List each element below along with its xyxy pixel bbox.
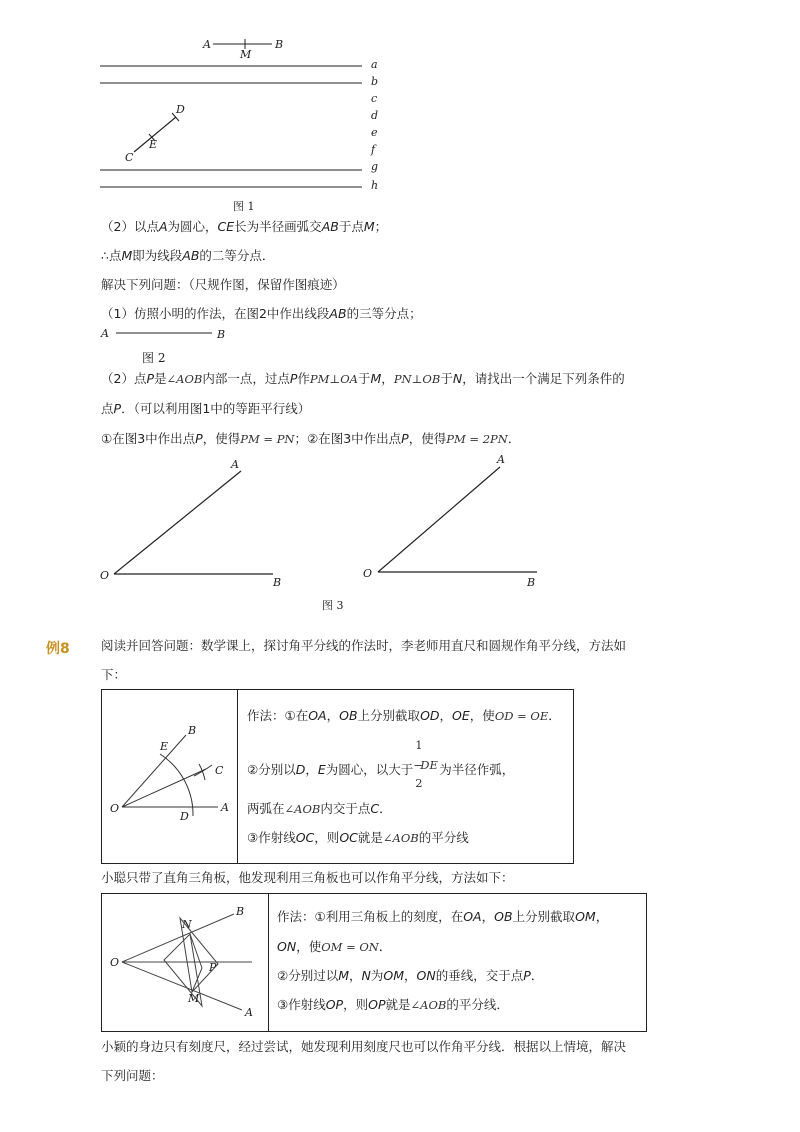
label-d: D: [176, 103, 185, 116]
figure-2-caption: 图 2: [142, 351, 166, 365]
label-e: E: [160, 740, 169, 753]
text: 的平分线: [418, 830, 469, 845]
math: OD = OE: [494, 709, 549, 723]
var: P: [195, 431, 203, 446]
var: OA: [308, 708, 327, 723]
label-p: P: [209, 961, 217, 974]
label-a: A: [231, 458, 239, 471]
label-b: B: [188, 724, 197, 737]
text: 作法：①在: [247, 708, 309, 723]
figure-1-caption: 图 1: [233, 200, 255, 213]
box1-step-1: [247, 707, 561, 725]
label-e: E: [149, 138, 158, 151]
rail-label: c: [371, 92, 378, 105]
text: ，使: [469, 708, 495, 723]
math: ∠AOB: [284, 802, 321, 816]
text: 作: [297, 371, 310, 386]
text: ，: [404, 968, 417, 983]
var: P: [113, 401, 122, 416]
math: PM⊥OA: [309, 372, 358, 386]
var: AB: [329, 306, 347, 321]
perpendicular-m: [192, 968, 202, 992]
text: 于: [440, 371, 453, 386]
text: ，则: [343, 997, 369, 1012]
box1-step-2b: [247, 800, 392, 818]
text: ③作射线: [277, 997, 326, 1012]
var: N: [361, 968, 371, 983]
example-8-line-2: 下：: [101, 667, 127, 682]
text: 为圆心，以大于: [325, 762, 414, 777]
label-b: B: [527, 576, 536, 589]
text: 长为半径画弧交: [234, 219, 322, 234]
label-n: N: [182, 918, 192, 931]
math: ∠AOB: [382, 831, 419, 845]
text: ，使: [296, 939, 322, 954]
text: 上分别截取: [512, 909, 576, 924]
var: P: [401, 431, 409, 446]
ray-oc: [122, 769, 206, 807]
box-divider: [237, 690, 238, 863]
label-a: A: [101, 327, 109, 340]
rail-label: b: [371, 75, 379, 88]
label-a: A: [497, 453, 505, 466]
var: OC: [339, 830, 358, 845]
text: 上分别截取: [357, 708, 421, 723]
var: E: [317, 762, 326, 777]
label-a: A: [245, 1006, 253, 1019]
ray-oa: [122, 962, 242, 1010]
var: A: [158, 219, 168, 234]
text: 于: [357, 371, 371, 386]
text: ，请找出一个满足下列条件的: [462, 371, 625, 386]
ray-ob: [122, 735, 186, 807]
rail-label: g: [371, 160, 379, 173]
var: OA: [463, 909, 482, 924]
box2-step-1b: [277, 938, 391, 956]
box1-step-2: [247, 738, 515, 790]
text: 作法：①利用三角板上的刻度，在: [277, 909, 464, 924]
text: ．: [379, 801, 392, 816]
box2-step-2: [277, 967, 543, 985]
label-c: C: [215, 764, 224, 777]
text: 是: [154, 371, 167, 386]
var: AB: [321, 219, 339, 234]
text: ②分别以: [247, 762, 296, 777]
text: 就是: [385, 997, 411, 1012]
var: OE: [452, 708, 470, 723]
text: 为半径作弧，: [439, 762, 515, 777]
angle-left: [114, 471, 273, 574]
text: ．: [378, 939, 392, 954]
text: ，使得: [408, 431, 447, 446]
label-m: M: [188, 992, 200, 1005]
var: M: [338, 968, 350, 983]
example-8-line-1: 阅读并回答问题：数学课上，探讨角平分线的作法时，李老师用直尺和圆规作角平分线，方法如: [101, 638, 627, 653]
text: ，: [326, 708, 340, 723]
math: OM = ON: [321, 940, 379, 954]
label-b: B: [236, 905, 245, 918]
label-b: B: [275, 38, 284, 51]
rail-label: a: [371, 58, 378, 71]
var: OC: [295, 830, 315, 845]
text: ，: [439, 708, 453, 723]
label-a: A: [203, 38, 211, 51]
label-b: B: [273, 576, 282, 589]
text: 的平分线．: [446, 997, 509, 1012]
math: PN⊥OB: [393, 372, 441, 386]
box2-step-1: [277, 908, 608, 926]
var: CE: [217, 219, 235, 234]
label-o: O: [110, 956, 120, 969]
box-divider: [268, 894, 269, 1031]
xiaocong-text: 小聪只带了直角三角板，他发现利用三角板也可以作角平分线，方法如下：: [101, 870, 514, 885]
text: 为圆心，: [167, 219, 218, 234]
math: PM = PN: [240, 432, 295, 446]
text: 为: [370, 968, 384, 983]
text: ．: [530, 968, 544, 983]
text: 内交于点: [320, 801, 371, 816]
text: ，: [305, 762, 318, 777]
var: OD: [420, 708, 440, 723]
math: PM = 2PN: [446, 432, 508, 446]
var: AB: [182, 248, 200, 263]
text: 的三等分点；: [346, 306, 422, 321]
var: P: [146, 371, 154, 386]
text: 的垂线，交于点: [435, 968, 524, 983]
final-line-1: 小颖的身边只有刻度尺，经过尝试，她发现利用刻度尺也可以作角平分线．根据以上情境，解决: [101, 1039, 627, 1054]
label-d: D: [180, 810, 189, 823]
rail-label: e: [371, 126, 378, 139]
text: 内部一点，过点: [202, 371, 290, 386]
var: OP: [368, 997, 386, 1012]
text: 两弧在: [247, 801, 285, 816]
label-o: O: [100, 569, 110, 582]
var: M: [370, 371, 382, 386]
text: ．: [507, 431, 521, 446]
fraction-numerator: 1: [415, 738, 423, 752]
ray-oa-left: [114, 471, 241, 574]
rail-label: f: [371, 143, 376, 156]
ray-ob: [122, 914, 234, 962]
text: ．（可以利用图1中的等距平行线）: [121, 401, 311, 416]
var: M: [363, 219, 375, 234]
fraction-denominator: 2: [415, 776, 423, 790]
rail-label: h: [371, 179, 379, 192]
text: ③作射线: [247, 830, 296, 845]
var: M: [121, 248, 133, 263]
figure-3-caption: 图 3: [322, 599, 344, 612]
method-box-compass: [101, 689, 574, 864]
text: ∴点: [101, 248, 122, 263]
text: 于点: [338, 219, 364, 234]
var: OM: [383, 968, 405, 983]
text: ．: [548, 708, 561, 723]
method-box-set-square: [101, 893, 647, 1032]
label-o: O: [363, 567, 373, 580]
math: ∠AOB: [166, 372, 203, 386]
label-b: B: [217, 328, 226, 341]
text: ；: [374, 219, 388, 234]
angle-right: [378, 467, 537, 572]
text: ；②在图3中作出点: [294, 431, 402, 446]
var: P: [523, 968, 531, 983]
label-m: M: [240, 48, 252, 61]
text: ②分别过以: [277, 968, 339, 983]
text: ，: [349, 968, 362, 983]
var: OP: [325, 997, 344, 1012]
box1-step-3: [247, 829, 469, 847]
text: 点: [101, 401, 114, 416]
var: C: [370, 801, 380, 816]
box2-step-3: [277, 996, 509, 1014]
fraction-half-de: [413, 738, 438, 790]
label-c: C: [125, 151, 134, 164]
label-o: O: [110, 802, 120, 815]
var: OB: [494, 909, 513, 924]
text: ，: [595, 909, 609, 924]
ray-oa-right: [378, 467, 500, 572]
var: D: [295, 762, 306, 777]
example-8-label: 例8: [46, 641, 70, 657]
rail-label: d: [371, 109, 379, 122]
perpendicular-n: [190, 934, 202, 968]
text: 即为线段: [132, 248, 183, 263]
text: 就是: [357, 830, 383, 845]
set-square-figure: [102, 894, 268, 1031]
var: OM: [575, 909, 596, 924]
fraction-dash: −: [413, 758, 423, 772]
math: ∠AOB: [410, 998, 447, 1012]
text: 的二等分点．: [199, 248, 275, 263]
math: DE: [420, 758, 438, 772]
text: ，使得: [202, 431, 241, 446]
var: OB: [339, 708, 358, 723]
text: ①在图3中作出点: [101, 431, 196, 446]
text: （1）仿照小明的作法，在图2中作出线段: [101, 306, 330, 321]
label-a: A: [221, 801, 229, 814]
var: N: [452, 371, 463, 386]
var: P: [289, 371, 298, 386]
text: ，则: [314, 830, 340, 845]
text: （2）点: [101, 371, 147, 386]
text: ，: [381, 371, 394, 386]
var: ON: [416, 968, 436, 983]
var: ON: [277, 939, 297, 954]
compass-figure: [102, 690, 237, 863]
text: （2）以点: [101, 219, 159, 234]
text: ，: [481, 909, 495, 924]
final-line-2: 下列问题：: [101, 1068, 164, 1083]
task-intro: 解决下列问题：（尺规作图，保留作图痕迹）: [101, 277, 345, 292]
